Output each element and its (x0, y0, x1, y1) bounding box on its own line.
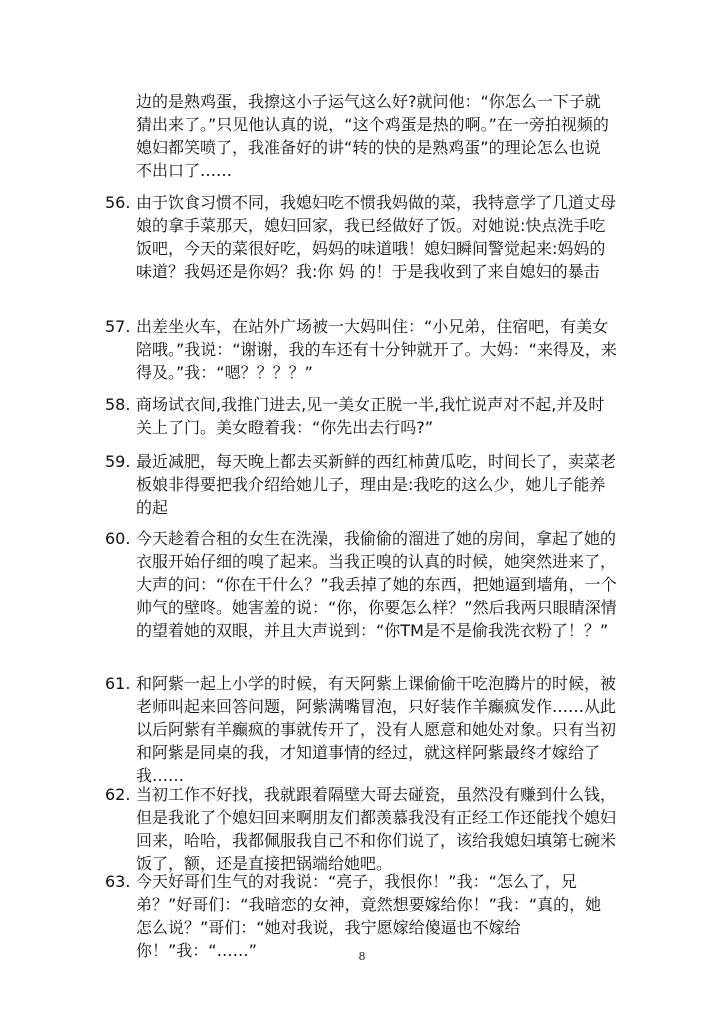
joke-entry-61 (105, 672, 617, 787)
entry-number: 59. (105, 452, 131, 471)
continued-paragraph: 边的是熟鸡蛋，我擦这小子运气这么好?就问他：“你怎么一下子就猜出来了。”只见他认真的说，“这个鸡蛋是热的啊。”在一旁拍视频的媳妇都笑喷了，我准备好的讲“转的快的是熟鸡蛋”的理论怎么也说不出口了…… (136, 92, 609, 180)
entry-text: 今天好哥们生气的对我说：“亮子，我恨你！”我：“怎么了，兄弟？”好哥们：“我暗恋的女神，竟然想要嫁给你！”我：“真的，她怎么说？”哥们：“她对我说，我宁愿嫁给傻逼也不嫁给你！”我：“……” (136, 872, 602, 960)
joke-entry-62 (105, 783, 617, 875)
entry-text: 和阿紫一起上小学的时候，有天阿紫上课偷偷干吃泡腾片的时候，被老师叫起来回答问题，阿紫满嘴冒泡，只好装作羊癫疯发作……从此以后阿紫有羊癫疯的事就传开了，没有人愿意和她处对象。只有当初和阿紫是同桌的我，才知道事情的经过，就这样阿紫最终才嫁给了我…… (136, 674, 617, 785)
entry-number: 63. (105, 872, 131, 891)
joke-entry-60 (105, 527, 617, 642)
entry-number: 60. (105, 529, 131, 548)
entry-number: 62. (105, 785, 131, 804)
entry-number: 61. (105, 674, 131, 693)
joke-entry-63 (105, 870, 617, 962)
joke-entry-56 (105, 191, 617, 283)
page-number: 8 (358, 950, 366, 963)
entry-text: 商场试衣间,我推门进去,见一美女正脱一半,我忙说声对不起,并及时关上了门。美女瞪着我：“你先出去行吗?” (136, 395, 605, 437)
entry-number: 57. (105, 317, 131, 336)
joke-entry-58 (105, 393, 617, 439)
joke-entry-57 (105, 315, 617, 384)
entry-text: 最近减肥，每天晚上都去买新鲜的西红柿黄瓜吃，时间长了，卖菜老板娘非得要把我介绍给她儿子，理由是:我吃的这么少，她儿子能养的起 (136, 452, 617, 517)
entry-number: 58. (105, 395, 131, 414)
entry-number: 56. (105, 193, 131, 212)
entry-text: 今天趁着合租的女生在洗澡，我偷偷的溜进了她的房间，拿起了她的衣服开始仔细的嗅了起来。当我正嗅的认真的时候，她突然进来了，大声的问：“你在干什么？”我丢掉了她的东西，把她逼到墙角，一个帅气的壁咚。她害羞的说：“你，你要怎么样？”然后我两只眼睛深情的望着她的双眼，并且大声说到：“你TM是不是偷我洗衣粉了！？” (136, 529, 617, 640)
joke-entry-59 (105, 450, 617, 519)
entry-text: 由于饮食习惯不同，我媳妇吃不惯我妈做的菜，我特意学了几道丈母娘的拿手菜那天，媳妇回家，我已经做好了饭。对她说:快点洗手吃饭吧，今天的菜很好吃，妈妈的味道哦！媳妇瞬间警觉起来:妈妈的味道？我妈还是你妈？我:你 妈 的！于是我收到了来自媳妇的暴击 (136, 193, 617, 281)
entry-text: 出差坐火车，在站外广场被一大妈叫住：“小兄弟，住宿吧，有美女陪哦。”我说：“谢谢，我的车还有十分钟就开了。大妈：“来得及，来得及。”我：“嗯？？？？” (136, 317, 617, 382)
entry-text: 当初工作不好找，我就跟着隔壁大哥去碰瓷，虽然没有赚到什么钱，但是我讹了个媳妇回来啊朋友们都羡慕我没有正经工作还能找个媳妇回来，哈哈，我都佩服我自己不和你们说了，该给我媳妇填第七碗米饭了，额，还是直接把锅端给她吧。 (136, 785, 617, 873)
